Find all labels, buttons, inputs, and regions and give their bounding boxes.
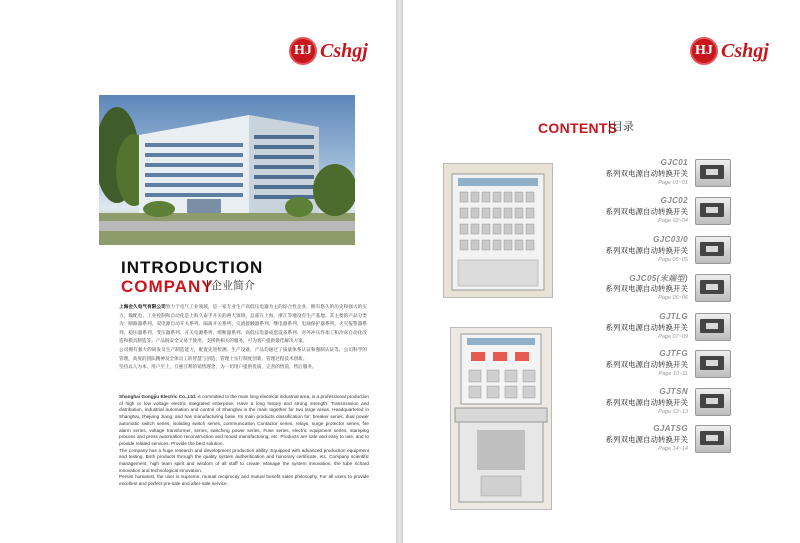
brand-logo-right xyxy=(690,37,769,65)
switch-product-image xyxy=(695,313,731,341)
cn-company-name: 上海会久电气有限公司 xyxy=(119,305,166,310)
contents-heading: CONTENTS xyxy=(538,120,618,136)
en-paragraph-1 xyxy=(119,394,369,448)
brand-logo xyxy=(289,37,368,65)
en-paragraph-2: The company has a huge research and development production ability. Equipped with advanced production equipment and testing. Both products through the quality system authentication and honorary certificate, etc. Company scientific management, high team spirit and wisdom of all staff to create. Manage the system innovation, the tube richard innovation and technological innovation. xyxy=(119,447,369,473)
introduction-heading: INTRODUCTION xyxy=(121,258,264,277)
toc-page: Page 14~14 xyxy=(658,446,688,452)
logo-wordmark: Cshgj xyxy=(721,39,769,62)
test-cabinet-photo xyxy=(443,163,553,298)
toc-name: 系列双电源自动转换开关 xyxy=(605,284,688,293)
toc-item[interactable] xyxy=(590,349,750,389)
toc-item[interactable] xyxy=(590,387,750,427)
company-heading-cn: 企业简介 xyxy=(207,280,255,292)
switch-product-image xyxy=(695,350,731,378)
toc-item[interactable] xyxy=(590,158,750,198)
toc-page: Page 05~05 xyxy=(658,257,688,263)
toc-page: Page 02~04 xyxy=(658,218,688,224)
toc-model: GJC03/0 xyxy=(653,235,688,244)
cn-paragraph-1 xyxy=(119,304,367,347)
cn-paragraph-3: 坚持以人为本，用户至上，互惠互利的销售理念，为一切用户提供优质，完善的售前，售后服务。 xyxy=(119,365,317,371)
en-paragraph-1-body: is committed to the main long electrical industrial area, is a professional production of high or low voltage electric integrated enterprise. Have a long history and strong strength. Transmission and distribution, industrial automation and control of Shanghai is the main together for two large areas. Headquartered in Shanghai, zhejiang Jiang, and has manufacturing base. Its main products classification for: breaker series, dual power automatic switch series, isolating switch series, communication Contactor series, relays, surge protector series, fire alarm series, voltage transformer, series, switching power series, Fuse series, electric equipment series, stamping process and press automation reconstruction and mould manufacturing, etc. Products are safe and easy to use, and to provide related services. Provide the best solution. xyxy=(119,394,369,446)
en-company-name: Shanghai Gongjiu Electric Co.,Ltd. xyxy=(119,394,197,399)
toc-item[interactable] xyxy=(590,312,750,352)
toc-name: 系列双电源自动转换开关 xyxy=(605,169,688,178)
logo-wordmark: Cshgj xyxy=(320,39,368,62)
building-illustration xyxy=(99,95,355,245)
contents-heading-cn: 目录 xyxy=(609,121,634,134)
toc-item[interactable] xyxy=(590,424,750,464)
toc-name: 系列双电源自动转换开关 xyxy=(605,435,688,444)
toc-page: Page 07~09 xyxy=(658,334,688,340)
toc-name: 系列双电源自动转换开关 xyxy=(605,207,688,216)
toc-item[interactable] xyxy=(590,196,750,236)
test-bench-photo xyxy=(450,327,552,510)
switch-product-image xyxy=(695,197,731,225)
toc-name: 系列双电源自动转换开关 xyxy=(605,246,688,255)
logo-mark: HJ xyxy=(289,37,317,65)
company-heading: COMPANY xyxy=(121,277,214,296)
toc-name: 系列双电源自动转换开关 xyxy=(605,398,688,407)
toc-model: GJTSN xyxy=(659,387,688,396)
intro-chinese-text xyxy=(119,304,367,373)
toc-model: GJTFG xyxy=(659,349,688,358)
book-spine xyxy=(396,0,403,543)
cn-paragraph-2: 公司拥有强大的研发及生产制造能力，配置先进检测、生产设备，产品均通过了质量体系认证和强制认证等，公司科学的管理，高度的团队精神及全体员工的智慧与创造，管理上实行制度创新，管理过程技术创新。 xyxy=(119,347,367,362)
toc-page: Page 01~01 xyxy=(658,180,688,186)
left-page xyxy=(0,0,396,543)
intro-english-text xyxy=(119,394,369,488)
toc-model: GJATSG xyxy=(653,424,688,433)
cn-paragraph-1-body: 致力于电气工业领域，是一家专业生产高低压电器为主的综合性企业，拥有悠久的历史和强大的实力。输配电、工业控制和自动化是上海久泰手开关的两大领域，总部在上海，浙江等地设有生产基地。其主要的产品分类为：断路器系列、双电源自动开关系列、隔离开关系列、交流接触器系列、继电器系列、电涌保护器系列、火灾报警器系列、稳压器系列、变压器系列、开关电源系列、熔断器系列、高低压电器成套设备系列、对外冲压件加工和冷床自动化改造和模具制造等。产品既安全又易于使用，支援供相关的服务，可为客户提供最佳解决方案。 xyxy=(119,305,367,345)
switch-product-image xyxy=(695,388,731,416)
switch-product-image xyxy=(695,425,731,453)
toc-model: GJC02 xyxy=(660,196,688,205)
logo-mark: HJ xyxy=(690,37,718,65)
toc-item[interactable] xyxy=(590,235,750,275)
toc-name: 系列双电源自动转换开关 xyxy=(605,323,688,332)
toc-name: 系列双电源自动转换开关 xyxy=(605,360,688,369)
switch-product-image xyxy=(695,274,731,302)
toc-page: Page 12~13 xyxy=(658,409,688,415)
toc-model: GJC01 xyxy=(660,158,688,167)
toc-page: Page 06~06 xyxy=(658,295,688,301)
switch-product-image xyxy=(695,159,731,187)
toc-model: GJC05(末端型) xyxy=(629,274,688,283)
toc-item[interactable] xyxy=(590,273,750,313)
toc-model: GJTLG xyxy=(659,312,688,321)
toc-page: Page 10~11 xyxy=(658,371,688,377)
en-paragraph-3: Persist humanist, the user is supreme, mutual reciprocity and mutual benefit sales philosophy. For all users to provide excellent and perfect pre-sale and after-sale service. xyxy=(119,474,369,487)
switch-product-image xyxy=(695,236,731,264)
